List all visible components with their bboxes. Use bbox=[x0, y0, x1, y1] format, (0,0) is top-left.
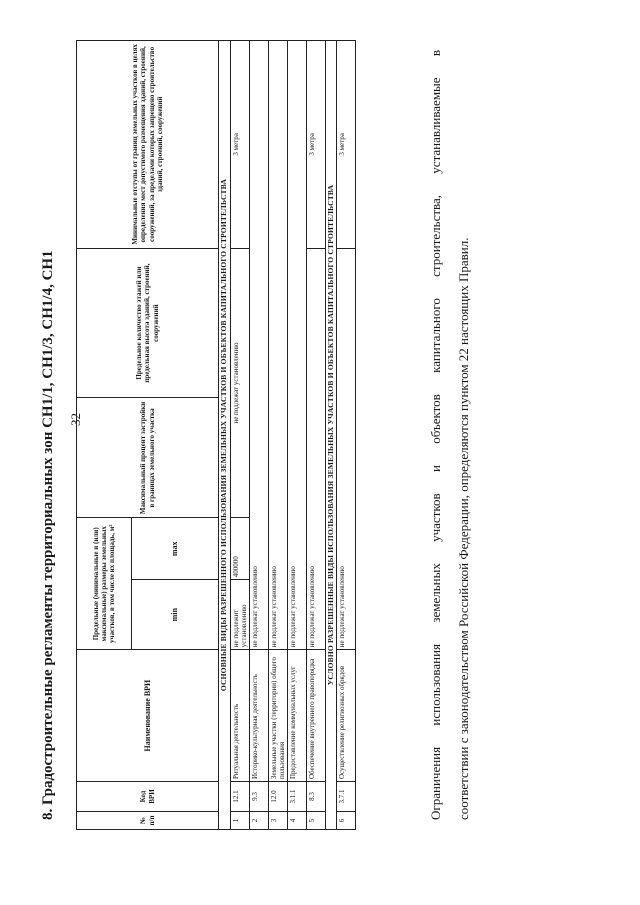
section-row-conditional bbox=[325, 41, 337, 830]
table-row bbox=[287, 41, 306, 830]
header-coverage: Максимальный процент застройки в границах земельного участка bbox=[77, 398, 219, 518]
rotated-sheet bbox=[40, 30, 490, 830]
header-name: Наименование ВРИ bbox=[77, 650, 219, 782]
cell-num: 1 bbox=[230, 812, 249, 830]
cell-not-set: не подлежат установлению bbox=[306, 248, 325, 649]
footnote-paragraph bbox=[422, 50, 478, 820]
cell-name: Земельные участки (территории) общего пользования bbox=[268, 650, 287, 782]
cell-setback: 3 метра bbox=[337, 41, 356, 249]
cell-code: 12.0 bbox=[268, 782, 287, 812]
section-heading: 8. Градостроительные регламенты территориальных зон СН1/1, СН1/3, СН1/4, СН1 bbox=[40, 250, 56, 820]
section-row-main bbox=[219, 41, 231, 830]
header-num: № п/п bbox=[77, 812, 219, 830]
cell-not-set: не подлежат установлению bbox=[249, 41, 268, 650]
cell-num: 4 bbox=[287, 812, 306, 830]
cell-code: 12.1 bbox=[230, 782, 249, 812]
header-min: min bbox=[132, 580, 219, 650]
cell-code: 8.3 bbox=[306, 782, 325, 812]
cell-setback: 3 метра bbox=[230, 41, 249, 249]
cell-code: 3.1.1 bbox=[287, 782, 306, 812]
section-main-label: ОСНОВНЫЕ ВИДЫ РАЗРЕШЕННОГО ИСПОЛЬЗОВАНИЯ ЗЕМЕЛЬНЫХ УЧАСТКОВ И ОБЪЕКТОВ КАПИТАЛЬНОГО СТРОИТЕЛЬСТВА bbox=[219, 41, 231, 830]
cell-max: 400000 bbox=[230, 518, 249, 580]
cell-name: Историко-культурная деятельность bbox=[249, 650, 268, 782]
table-row bbox=[249, 41, 268, 830]
cell-not-set: не подлежат установлению bbox=[337, 248, 356, 649]
cell-name: Осуществление религиозных обрядов bbox=[337, 650, 356, 782]
cell-coverage-floors: не подлежат установлению bbox=[230, 248, 249, 518]
cell-code: 9.3 bbox=[249, 782, 268, 812]
cell-num: 5 bbox=[306, 812, 325, 830]
page-number: 32 bbox=[68, 413, 83, 426]
header-code: Код ВРИ bbox=[77, 782, 219, 812]
cell-num: 6 bbox=[337, 812, 356, 830]
table-row bbox=[337, 41, 356, 830]
cell-not-set: не подлежат установлению bbox=[268, 41, 287, 650]
cell-min: не подлежит установлению bbox=[230, 580, 249, 650]
cell-name: Обеспечение внутреннего правопорядка bbox=[306, 650, 325, 782]
cell-name: Предоставление коммунальных услуг bbox=[287, 650, 306, 782]
cell-num: 3 bbox=[268, 812, 287, 830]
header-area-group: Предельные (минимальные и (или) максимальные) размеры земельных участков, в том числе их площадь, м² bbox=[77, 518, 132, 650]
cell-setback: 3 метра bbox=[306, 41, 325, 249]
header-floors: Предельное количество этажей или предельная высота зданий, строений, сооружений bbox=[77, 248, 219, 398]
section-conditional-label: УСЛОВНО РАЗРЕШЕННЫЕ ВИДЫ ИСПОЛЬЗОВАНИЯ ЗЕМЕЛЬНЫХ УЧАСТКОВ И ОБЪЕКТОВ КАПИТАЛЬНОГО СТРОИТЕЛЬСТВА bbox=[325, 41, 337, 830]
cell-num: 2 bbox=[249, 812, 268, 830]
cell-name: Ритуальная деятельность bbox=[230, 650, 249, 782]
table-row bbox=[268, 41, 287, 830]
regulations-table bbox=[76, 40, 356, 830]
table-row bbox=[306, 41, 325, 830]
footnote-line-1: Ограничения использования земельных участков и объектов капитального строительства, устанавливаемые в bbox=[428, 50, 443, 820]
footnote-line-2: соответствии с законодательством Российской Федерации, определяются пунктом 22 настоящих Правил. bbox=[456, 237, 471, 820]
header-setback: Минимальные отступы от границ земельных участков в целях определения мест допустимого размещения зданий, строений, сооружений, за пределами которых запрещено строительство зданий, строений, сооружений bbox=[77, 41, 219, 249]
header-max: max bbox=[132, 518, 219, 580]
cell-code: 3.7.1 bbox=[337, 782, 356, 812]
table-row bbox=[230, 41, 249, 830]
cell-not-set: не подлежат установлению bbox=[287, 41, 306, 650]
